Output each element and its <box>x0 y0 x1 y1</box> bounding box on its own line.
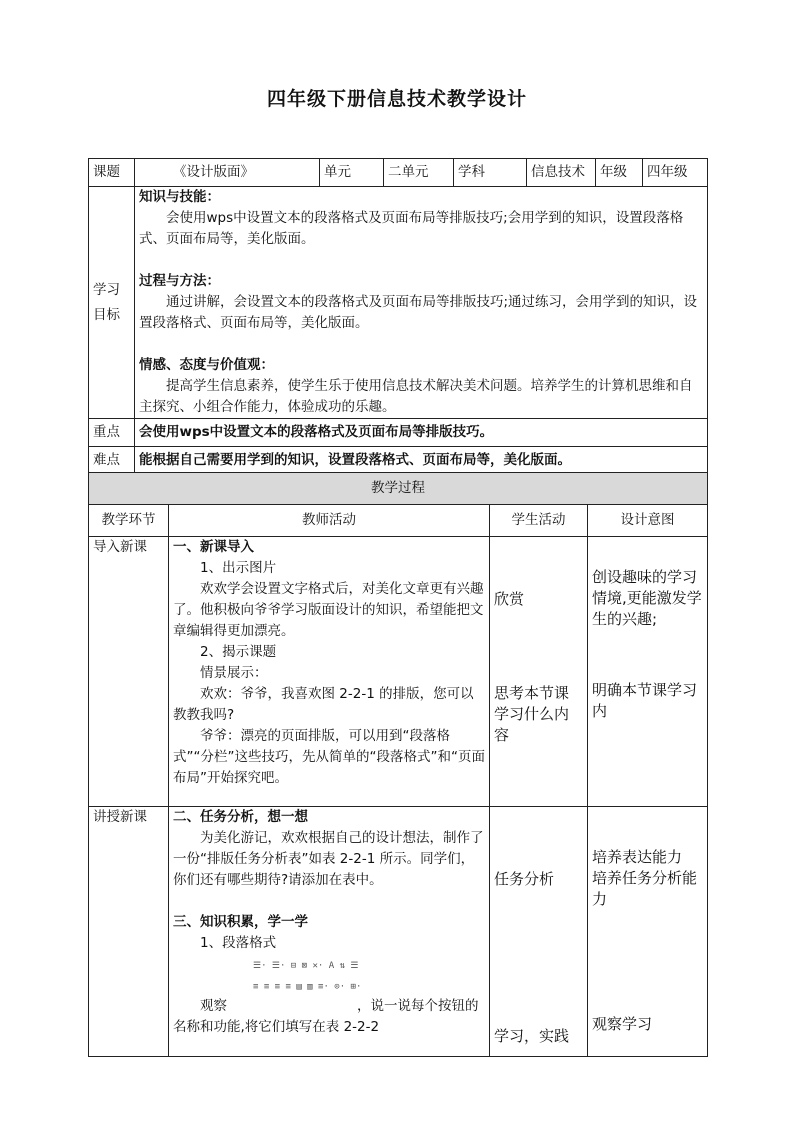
grade-label: 年级 <box>596 159 643 187</box>
intro-intent <box>588 537 708 807</box>
toolbar-row2: ≡ ≡ ≡ ≡ ▤ ▥ ≡· ⊙· ⊞· <box>253 982 362 992</box>
intro-heading: 一、新课导入 <box>173 539 254 555</box>
process-heading: 过程与方法： <box>139 273 220 289</box>
intro-para1: 欢欢学会设置文字格式后，对美化文章更有兴趣了。他积极向爷爷学习版面设计的知识，希望能把文章编辑得更加漂亮。 <box>173 581 484 639</box>
emotion-text: 提高学生信息素养，使学生乐于使用信息技术解决美术问题。培养学生的计算机思维和自主探究、小组合作能力，体验成功的乐趣。 <box>139 378 693 415</box>
goals-label-line1: 学习 <box>93 281 120 298</box>
intro-student1: 欣赏 <box>494 590 525 608</box>
column-intent: 设计意图 <box>588 505 708 537</box>
column-stage: 教学环节 <box>89 505 169 537</box>
lecture-para1: 为美化游记，欢欢根据自己的设计想法，制作了一份“排版任务分析表”如表 2-2-1 所示。同学们，你们还有哪些期待?请添加在表中。 <box>173 830 484 888</box>
process-text: 通过讲解，会设置文本的段落格式及页面布局等排版技巧;通过练习，会用学到的知识，设置段落格式、页面布局等，美化版面。 <box>139 294 698 331</box>
lecture-student2: 学习，实践 <box>494 1027 570 1045</box>
key-point-text: 会使用wps中设置文本的段落格式及页面布局等排版技巧。 <box>135 419 708 447</box>
difficulty-text: 能根据自己需要用学到的知识，设置段落格式、页面布局等，美化版面。 <box>135 447 708 475</box>
lecture-intent <box>588 807 708 1057</box>
subject-label: 学科 <box>454 159 527 187</box>
toolbar-row1: ☰· ☰· ⊟ ⊠ ✕· A ⇅ ☰ <box>253 961 359 971</box>
intro-stage: 导入新课 <box>89 537 169 807</box>
intro-teacher <box>169 537 490 807</box>
lesson-info-table <box>88 158 708 475</box>
lecture-heading2: 三、知识积累，学一学 <box>173 914 308 930</box>
difficulty-label: 难点 <box>89 447 135 475</box>
intro-para3: 爷爷：漂亮的页面排版，可以用到“段落格式”“分栏”这些技巧，先从简单的“段落格式”和“页面布局”开始探究吧。 <box>173 728 485 786</box>
emotion-heading: 情感、态度与价值观： <box>139 357 274 373</box>
intro-item1: 1、出示图片 <box>200 560 277 576</box>
unit-value: 二单元 <box>384 159 454 187</box>
intro-intent2: 明确本节课学习内 <box>592 681 698 720</box>
lecture-student <box>490 807 588 1057</box>
subject-value: 信息技术 <box>527 159 596 187</box>
goals-label <box>89 187 135 419</box>
intro-item3: 情景展示： <box>200 665 268 681</box>
teaching-process-table <box>88 472 708 1057</box>
lecture-para2b: ，说一说每个按钮的名称和功能,将它们填写在表 2-2-2 <box>173 998 479 1035</box>
unit-label: 单元 <box>320 159 384 187</box>
lecture-stage: 讲授新课 <box>89 807 169 1057</box>
lecture-heading1: 二、任务分析，想一想 <box>173 809 308 825</box>
intro-student2: 思考本节课学习什么内容 <box>494 684 570 744</box>
lecture-intent3: 观察学习 <box>592 1015 653 1033</box>
knowledge-text: 会使用wps中设置文本的段落格式及页面布局等排版技巧;会用学到的知识，设置段落格式、页面布局等，美化版面。 <box>139 210 684 247</box>
topic-value: 《设计版面》 <box>135 159 320 187</box>
goals-content <box>135 187 708 419</box>
lecture-student1: 任务分析 <box>494 870 555 888</box>
grade-value: 四年级 <box>643 159 708 187</box>
page-title: 四年级下册信息技术教学设计 <box>266 88 527 110</box>
topic-label: 课题 <box>89 159 135 187</box>
process-header: 教学过程 <box>89 473 708 505</box>
column-student: 学生活动 <box>490 505 588 537</box>
lecture-teacher <box>169 807 490 1057</box>
key-point-label: 重点 <box>89 419 135 447</box>
intro-intent1: 创设趣味的学习情境,更能激发学生的兴趣; <box>592 568 702 628</box>
lecture-item1: 1、段落格式 <box>200 935 277 951</box>
intro-para2: 欢欢：爷爷，我喜欢图 2-2-1 的排版，您可以教教我吗? <box>173 686 474 723</box>
column-teacher: 教师活动 <box>169 505 490 537</box>
lecture-para2a: 观察 <box>200 998 227 1014</box>
lecture-intent1: 培养表达能力 <box>592 848 683 866</box>
knowledge-heading: 知识与技能： <box>139 189 220 205</box>
intro-student <box>490 537 588 807</box>
intro-item2: 2、揭示课题 <box>200 644 277 660</box>
lecture-intent2: 培养任务分析能力 <box>592 869 698 908</box>
goals-label-line2: 目标 <box>93 306 120 323</box>
